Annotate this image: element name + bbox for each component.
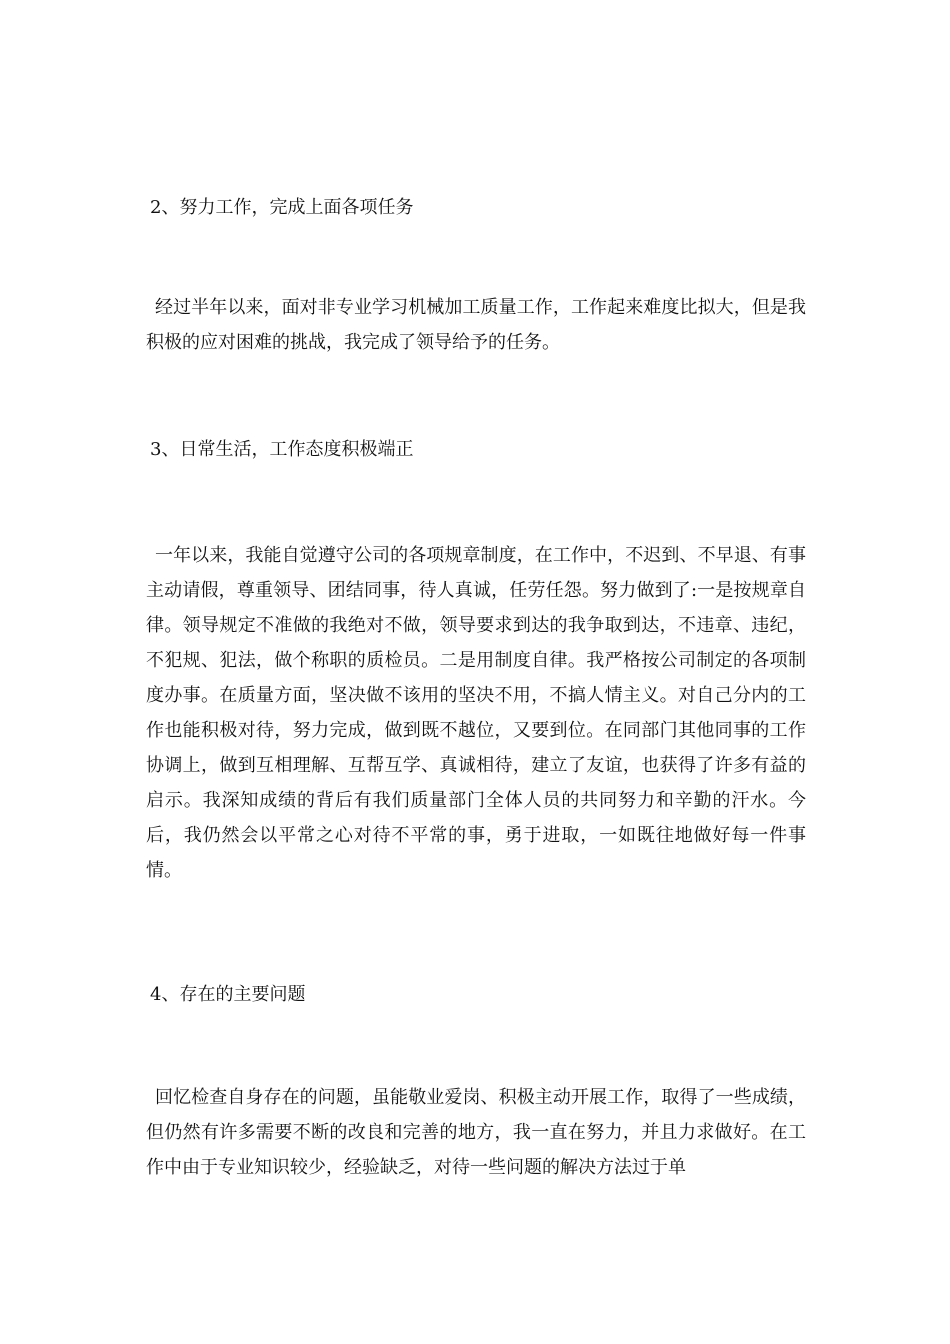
section-heading-3: 3、日常生活，工作态度积极端正	[150, 439, 414, 460]
section-heading-4: 4、存在的主要问题	[150, 984, 306, 1005]
section-paragraph-4: 回忆检查自身存在的问题，虽能敬业爱岗、积极主动开展工作，取得了一些成绩，但仍然有许多需要不断的改良和完善的地方，我一直在努力，并且力求做好。在工作中由于专业知识较少，经验缺乏，对待一些问题的解决方法过于单	[146, 1087, 806, 1178]
section-heading-2: 2、努力工作，完成上面各项任务	[150, 197, 414, 218]
section-paragraph-3: 一年以来，我能自觉遵守公司的各项规章制度，在工作中，不迟到、不早退、有事主动请假，尊重领导、团结同事，待人真诚，任劳任怨。努力做到了:一是按规章自律。领导规定不准做的我绝对不做，领导要求到达的我争取到达，不违章、违纪，不犯规、犯法，做个称职的质检员。二是用制度自律。我严格按公司制定的各项制度办事。在质量方面，坚决做不该用的坚决不用，不搞人情主义。对自己分内的工作也能积极对待，努力完成，做到既不越位，又要到位。在同部门其他同事的工作协调上，做到互相理解、互帮互学、真诚相待，建立了友谊，也获得了许多有益的启示。我深知成绩的背后有我们质量部门全体人员的共同努力和辛勤的汗水。今后，我仍然会以平常之心对待不平常的事，勇于进取，一如既往地做好每一件事情。	[146, 545, 806, 881]
section-paragraph-2: 经过半年以来，面对非专业学习机械加工质量工作，工作起来难度比拟大，但是我积极的应对困难的挑战，我完成了领导给予的任务。	[146, 297, 806, 353]
